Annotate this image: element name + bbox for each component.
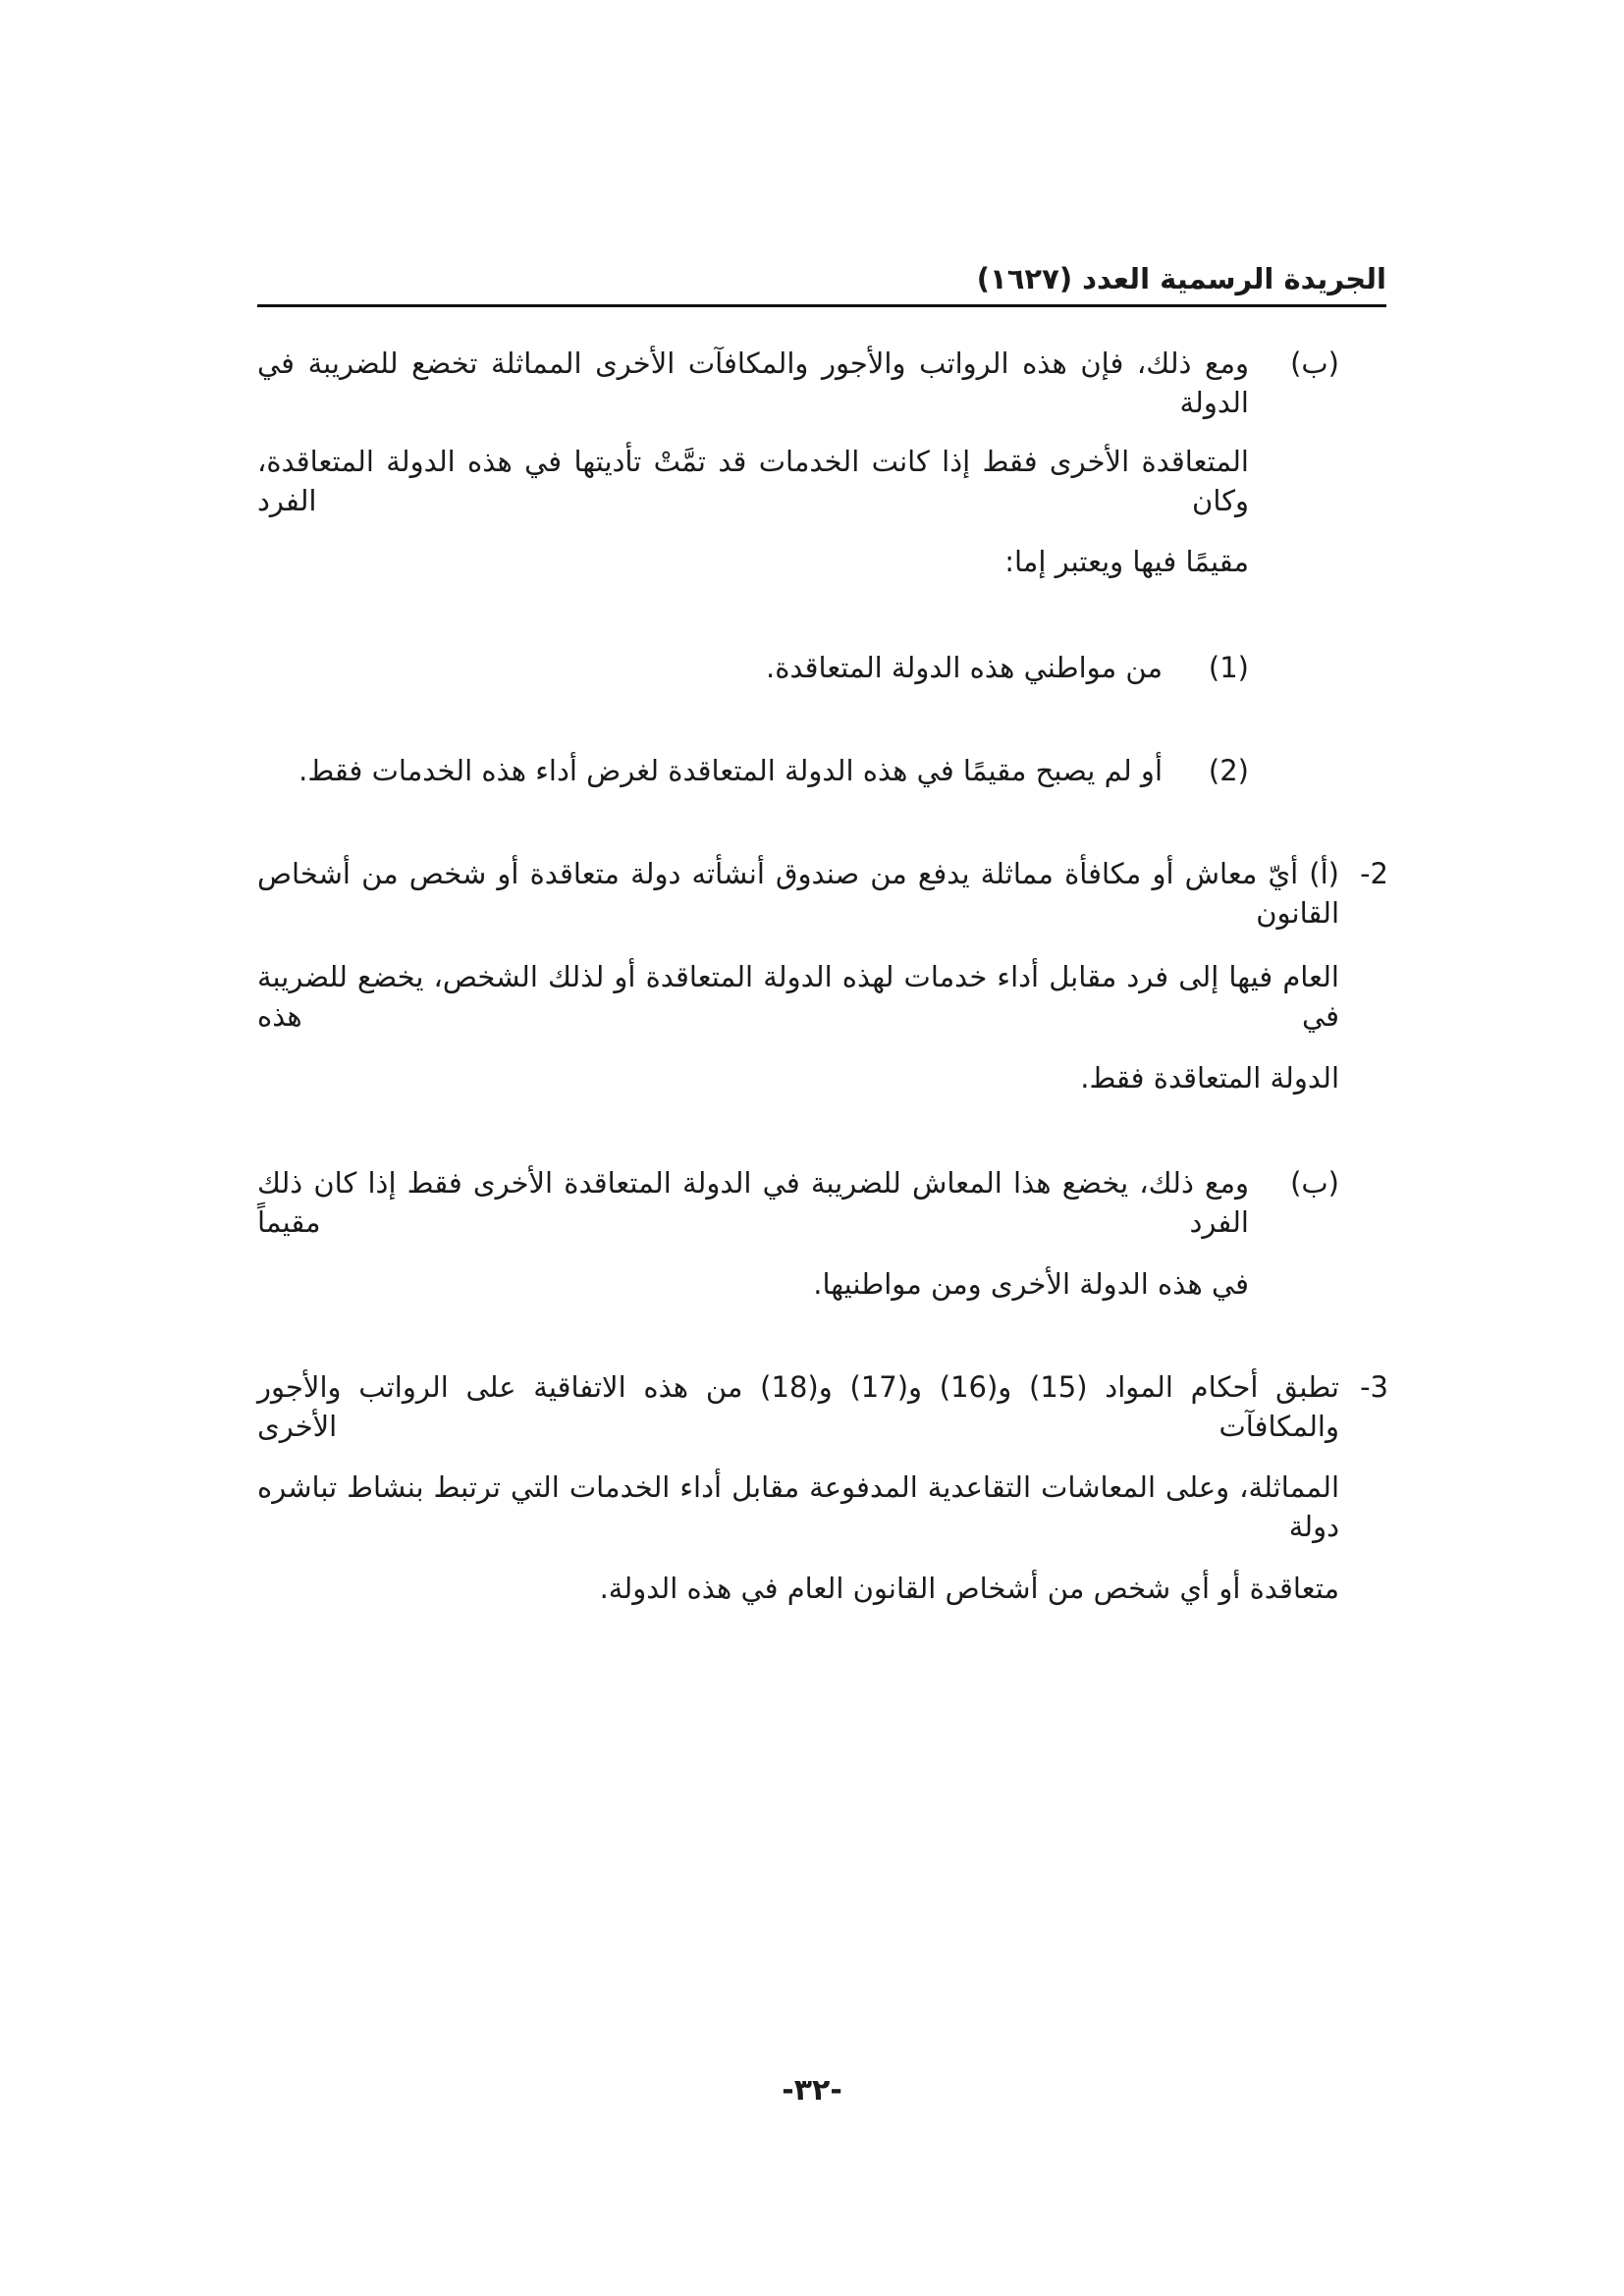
para-b-line-1: ومع ذلك، فإن هذه الرواتب والأجور والمكافآت الأخرى المماثلة تخضع للضريبة في الدولة (257, 347, 1249, 419)
item-2-line-3: الدولة المتعاقدة فقط. (1080, 1061, 1339, 1095)
para-b2-line-2: في هذه الدولة الأخرى ومن مواطنيها. (813, 1267, 1249, 1301)
sub-item-1-marker: (1) (1208, 651, 1249, 684)
para-b2-line-1: ومع ذلك، يخضع هذا المعاش للضريبة في الدولة المتعاقدة الأخرى فقط إذا كان ذلك الفرد مقيماً (257, 1166, 1249, 1239)
sub-item-2-marker: (2) (1208, 754, 1249, 787)
item-2-line-2: العام فيها إلى فرد مقابل أداء خدمات لهذه الدولة المتعاقدة أو لذلك الشخص، يخضع للضريبة في هذه (257, 960, 1339, 1033)
gazette-title: الجريدة الرسمية العدد (١٦٢٧) (976, 262, 1386, 295)
item-2-line-1: (أ) أيّ معاش أو مكافأة مماثلة يدفع من صندوق أنشأته دولة متعاقدة أو شخص من أشخاص القانون (257, 857, 1339, 930)
item-2-marker: -2 (1360, 857, 1388, 890)
page-number: -٣٢- (782, 2073, 842, 2108)
sub-item-1-text: من مواطني هذه الدولة المتعاقدة. (765, 651, 1163, 684)
para-b-marker: (ب) (1290, 347, 1339, 380)
item-3-marker: -3 (1360, 1370, 1388, 1404)
item-3-line-2: المماثلة، وعلى المعاشات التقاعدية المدفوعة مقابل أداء الخدمات التي ترتبط بنشاط تباشره دولة (257, 1470, 1339, 1543)
page-header (257, 257, 1386, 308)
item-3-line-1: تطبق أحكام المواد (15) و(16) و(17) و(18) من هذه الاتفاقية على الرواتب والأجور والمكافآت الأخرى (257, 1370, 1339, 1443)
para-b2-marker: (ب) (1290, 1166, 1339, 1200)
item-3-line-3: متعاقدة أو أي شخص من أشخاص القانون العام في هذه الدولة. (599, 1572, 1339, 1605)
header-divider (257, 304, 1386, 307)
para-b-line-2: المتعاقدة الأخرى فقط إذا كانت الخدمات قد تمَّتْ تأديتها في هذه الدولة المتعاقدة، وكان الفرد (257, 445, 1249, 517)
sub-item-2-text: أو لم يصبح مقيمًا في هذه الدولة المتعاقدة لغرض أداء هذه الخدمات فقط. (298, 754, 1163, 787)
para-b-line-3: مقيمًا فيها ويعتبر إما: (1004, 545, 1249, 578)
